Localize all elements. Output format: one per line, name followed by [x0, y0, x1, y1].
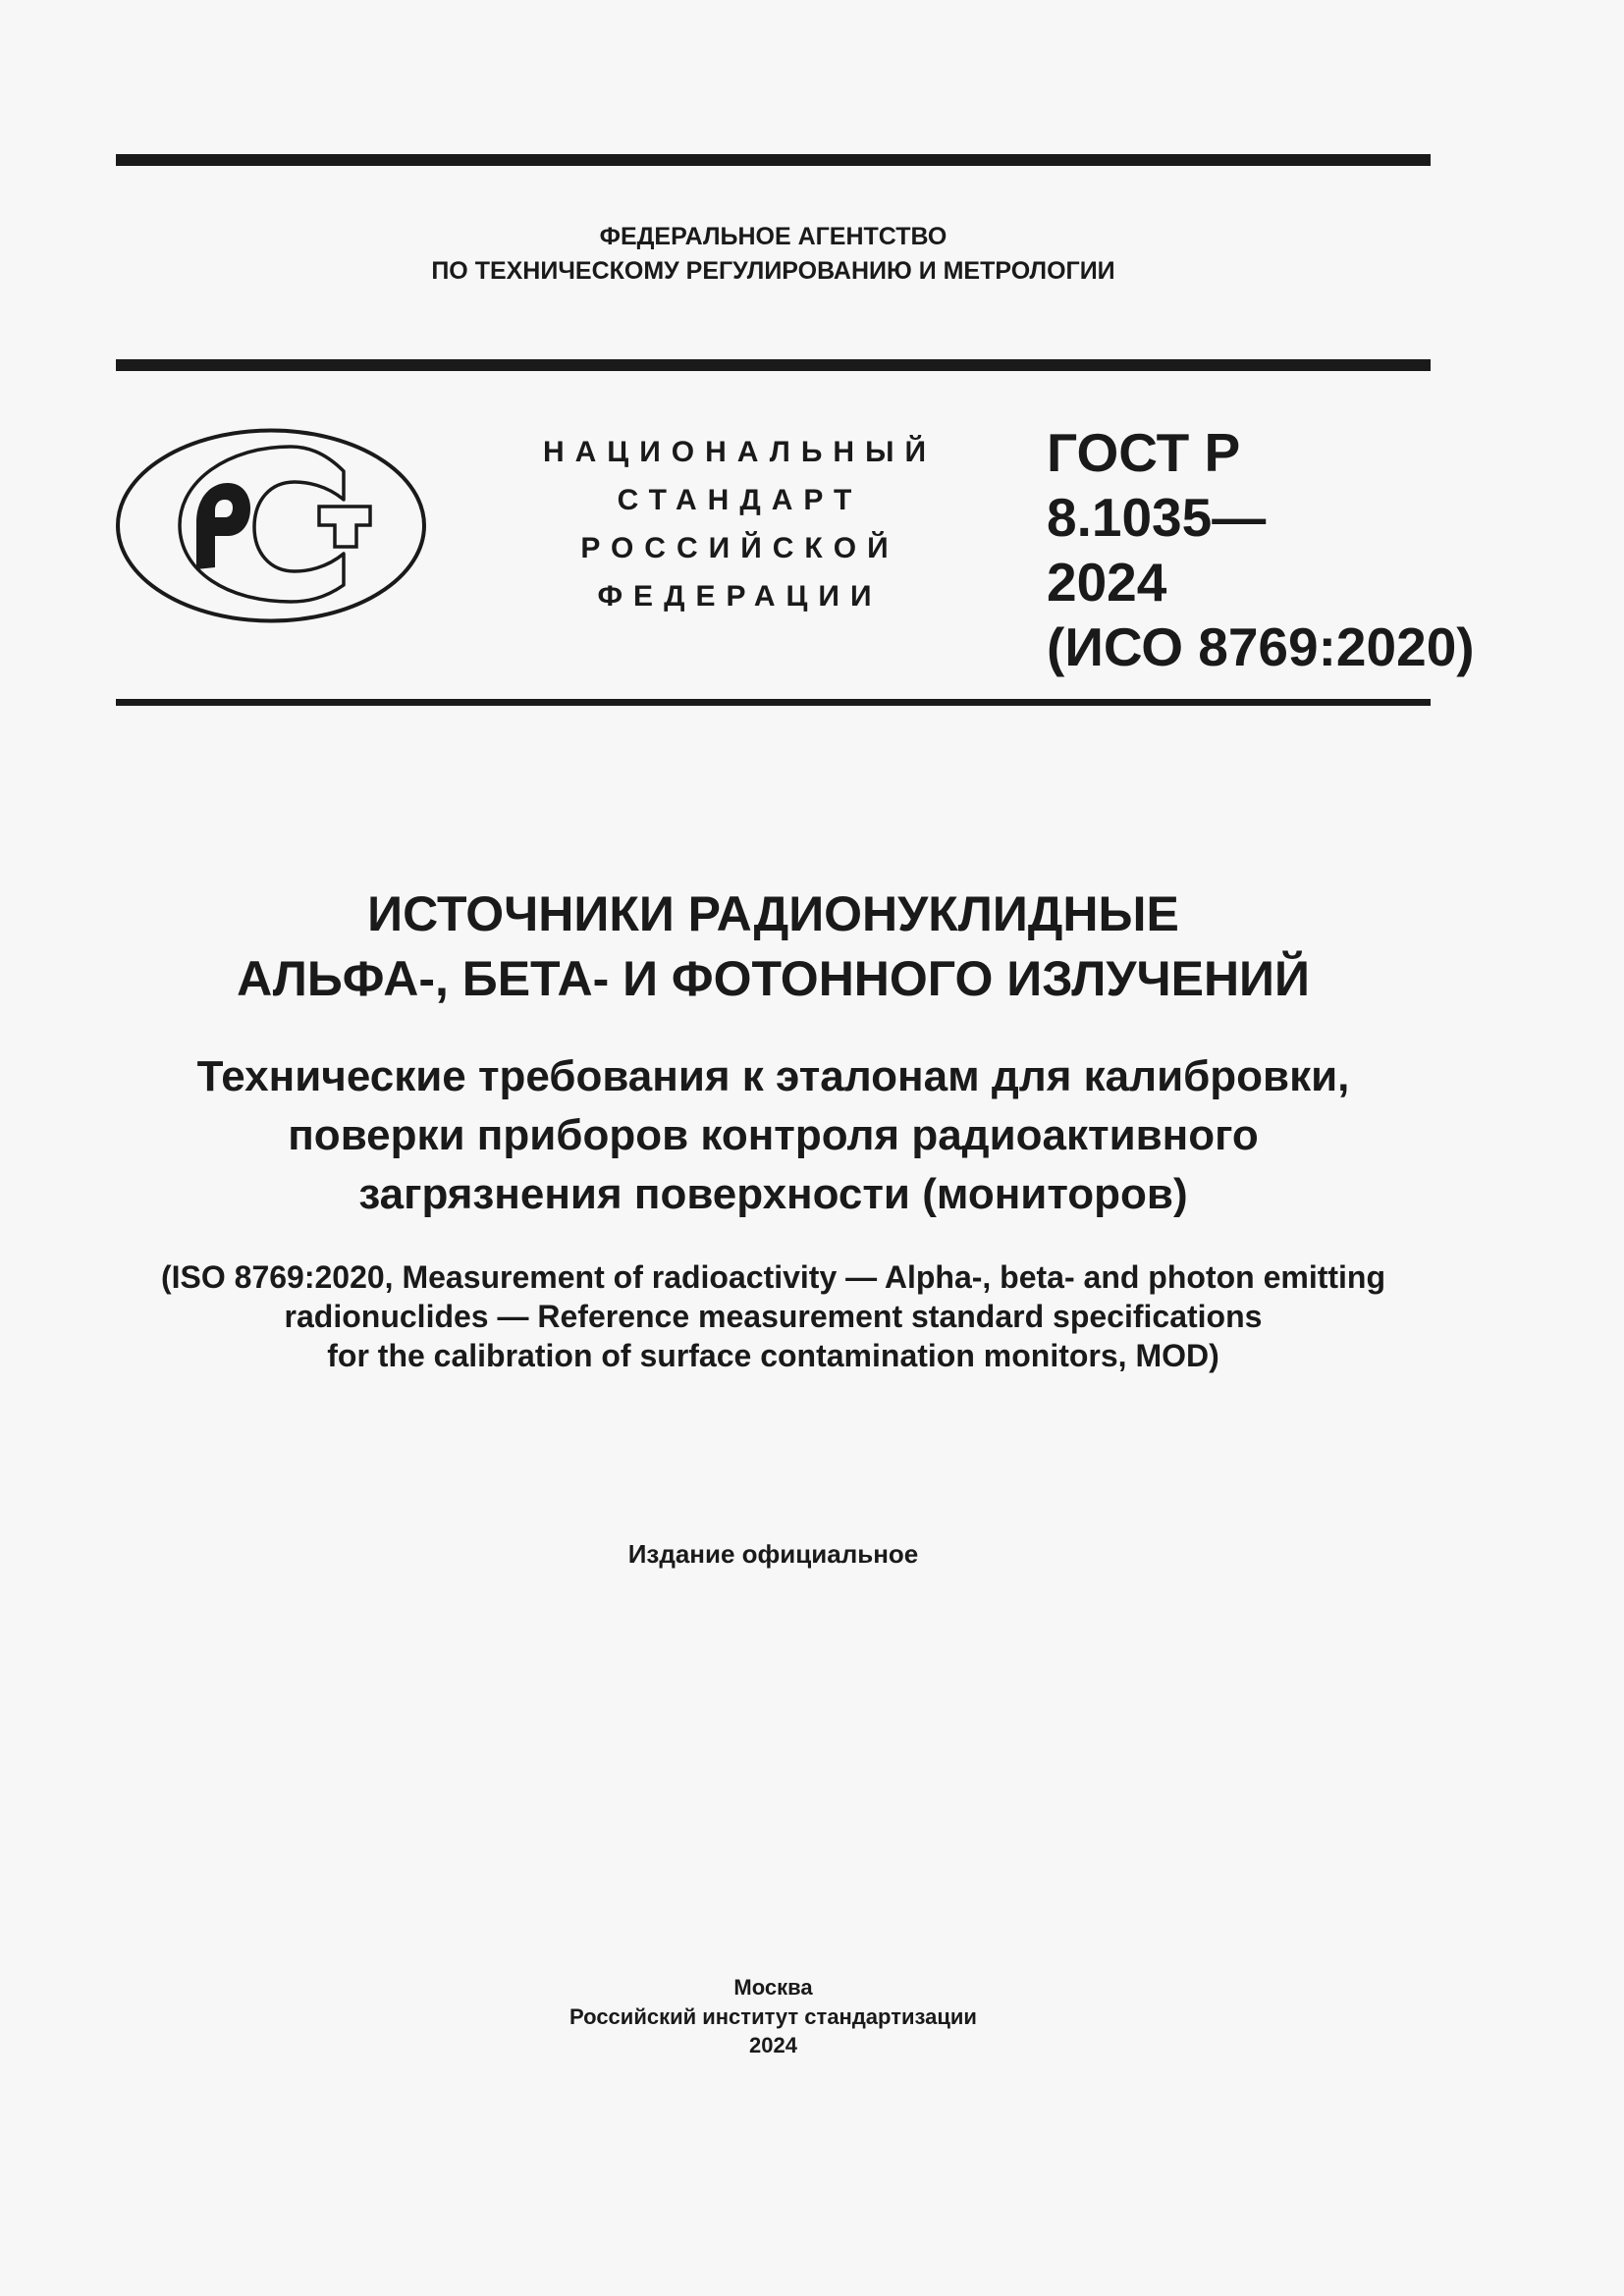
rst-certification-mark-icon [114, 427, 430, 625]
agency-line-1: ФЕДЕРАЛЬНОЕ АГЕНТСТВО [599, 223, 947, 250]
document-title [116, 881, 1431, 1011]
national-line-2: СТАНДАРТ [617, 484, 863, 516]
lower-rule [116, 699, 1431, 706]
top-rule [116, 154, 1431, 166]
subtitle-line-2: поверки приборов контроля радиоактивного [288, 1111, 1259, 1159]
title-line-2: АЛЬФА-, БЕТА- И ФОТОННОГО ИЗЛУЧЕНИЙ [237, 951, 1310, 1006]
title-line-1: ИСТОЧНИКИ РАДИОНУКЛИДНЫЕ [367, 886, 1179, 941]
international-reference [116, 1257, 1431, 1375]
subtitle-line-1: Технические требования к эталонам для калибровки, [196, 1052, 1350, 1100]
agency-name [116, 220, 1431, 289]
designation-line-3: 2024 [1047, 552, 1167, 613]
reference-line-3: for the calibration of surface contamination monitors, MOD) [327, 1338, 1219, 1373]
footer-city: Москва [733, 1975, 813, 2000]
agency-line-2: ПО ТЕХНИЧЕСКОМУ РЕГУЛИРОВАНИЮ И МЕТРОЛОГИИ [431, 257, 1115, 285]
publication-footer [116, 1973, 1431, 2060]
footer-year: 2024 [749, 2033, 797, 2057]
document-subtitle [116, 1047, 1431, 1224]
designation-line-4: (ИСО 8769:2020) [1047, 616, 1475, 677]
subtitle-line-3: загрязнения поверхности (мониторов) [358, 1170, 1188, 1218]
footer-publisher: Российский институт стандартизации [569, 2003, 977, 2029]
designation-line-2: 8.1035— [1047, 487, 1267, 548]
reference-line-1: (ISO 8769:2020, Measurement of radioactivity — Alpha-, beta- and photon emitting [160, 1259, 1386, 1295]
national-standard-label [520, 428, 948, 620]
edition-label: Издание официальное [627, 1539, 919, 1569]
middle-rule [116, 359, 1431, 371]
national-line-4: ФЕДЕРАЦИИ [597, 580, 883, 613]
reference-line-2: radionuclides — Reference measurement standard specifications [284, 1299, 1263, 1334]
designation-line-1: ГОСТ Р [1047, 422, 1241, 483]
national-line-1: НАЦИОНАЛЬНЫЙ [542, 436, 938, 468]
national-line-3: РОССИЙСКОЙ [580, 532, 899, 564]
standard-designation [1047, 420, 1475, 679]
